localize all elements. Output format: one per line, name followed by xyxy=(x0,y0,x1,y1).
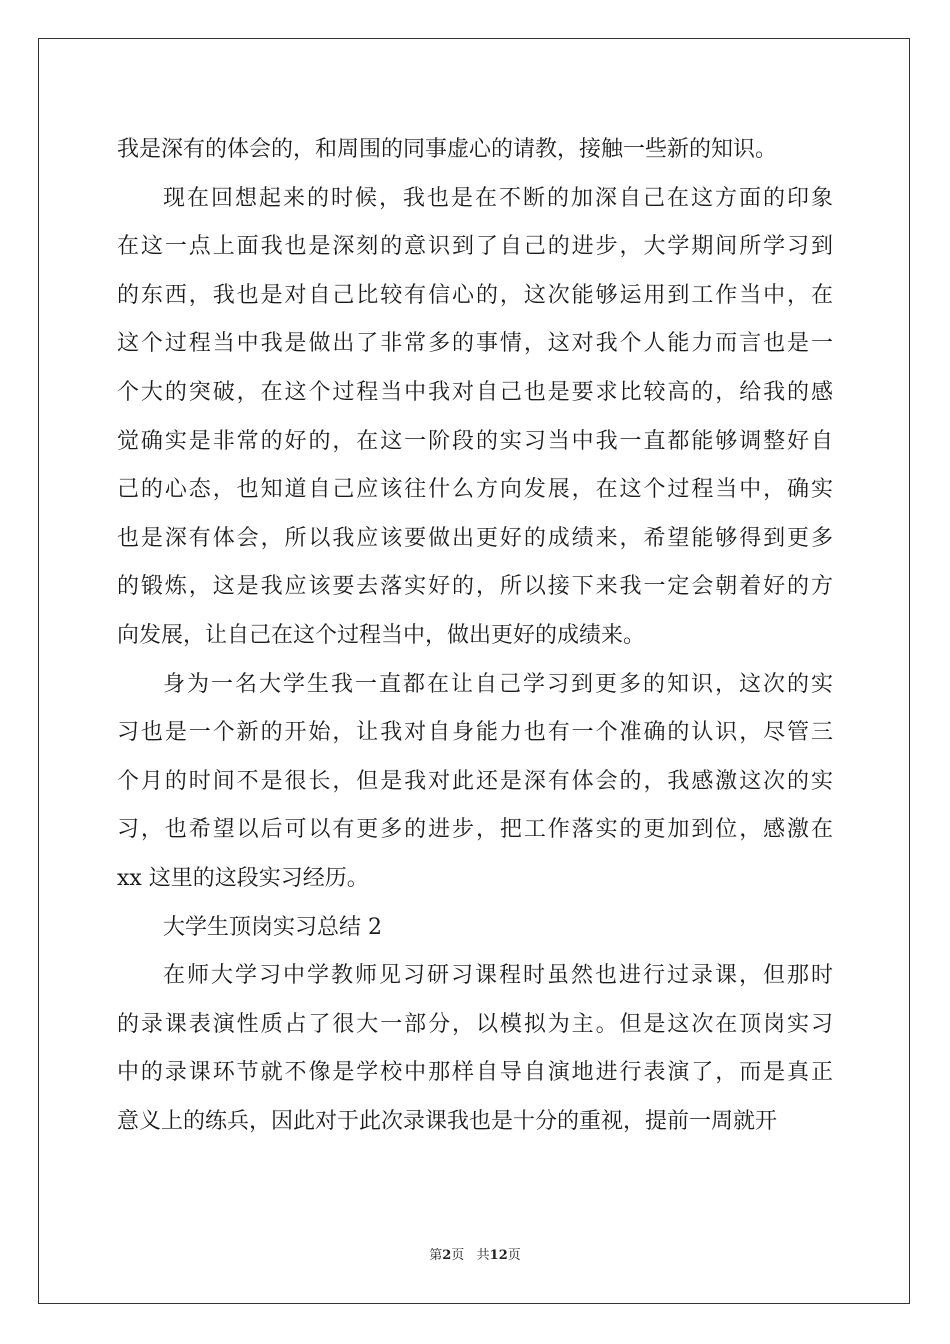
footer-suffix: 页 xyxy=(507,1248,521,1263)
paragraph-4-line-0: 在师大学习中学教师见习研习课程时虽然也进行过录课，但那时 xyxy=(163,963,833,989)
paragraph-0-line-0: 我是深有的体会的，和周围的同事虚心的请教，接触一些新的知识。 xyxy=(117,137,778,162)
paragraph-1-line-6: 己的心态，也知道自己应该往什么方向发展，在这个过程当中，确实 xyxy=(117,477,833,503)
paragraph-1-line-4: 个大的突破，在这个过程当中我对自己也是要求比较高的，给我的感 xyxy=(117,379,833,405)
current-page-number: 2 xyxy=(442,1248,452,1263)
paragraph-1-line-3: 这个过程当中我是做出了非常多的事情，这对我个人能力而言也是一 xyxy=(117,331,833,357)
paragraph-1-line-5: 觉确实是非常的好的，在这一阶段的实习当中我一直都能够调整好自 xyxy=(117,428,833,454)
paragraph-1-line-0: 现在回想起来的时候，我也是在不断的加深自己在这方面的印象 xyxy=(163,185,833,211)
paragraph-1-line-7: 也是深有体会，所以我应该要做出更好的成绩来，希望能够得到更多 xyxy=(117,525,833,551)
paragraph-2-line-2: 个月的时间不是很长，但是我对此还是深有体会的，我感激这次的实 xyxy=(117,768,833,794)
paragraph-3-line-0: 大学生顶岗实习总结 2 xyxy=(163,914,382,940)
footer-prefix: 第 xyxy=(429,1248,443,1263)
paragraph-4-line-2: 中的录课环节就不像是学校中那样自导自演地进行表演了，而是真正 xyxy=(117,1060,833,1086)
paragraph-1-line-8: 的锻炼，这是我应该要去落实好的，所以接下来我一定会朝着好的方 xyxy=(117,574,833,600)
page-footer xyxy=(0,1244,950,1263)
paragraph-2-line-0: 身为一名大学生我一直都在让自己学习到更多的知识，这次的实 xyxy=(163,671,833,697)
paragraph-2-line-4: xx 这里的这段实习经历。 xyxy=(117,865,369,891)
paragraph-1-line-1: 在这一点上面我也是深刻的意识到了自己的进步，大学期间所学习到 xyxy=(117,234,833,260)
footer-middle: 页 共 xyxy=(451,1248,490,1263)
paragraph-4-line-3: 意义上的练兵，因此对于此次录课我也是十分的重视，提前一周就开 xyxy=(117,1108,778,1134)
paragraph-1-line-9: 向发展，让自己在这个过程当中，做出更好的成绩来。 xyxy=(117,622,646,648)
document-body xyxy=(117,126,833,1146)
paragraph-2-line-3: 习，也希望以后可以有更多的进步，把工作落实的更加到位，感激在 xyxy=(117,817,833,843)
paragraph-4-line-1: 的录课表演性质占了很大一部分，以模拟为主。但是这次在顶岗实习 xyxy=(117,1011,833,1037)
total-pages-number: 12 xyxy=(489,1248,508,1263)
paragraph-2-line-1: 习也是一个新的开始，让我对自身能力也有一个准确的认识，尽管三 xyxy=(117,720,833,746)
paragraph-1-line-2: 的东西，我也是对自己比较有信心的，这次能够运用到工作当中，在 xyxy=(117,282,833,308)
